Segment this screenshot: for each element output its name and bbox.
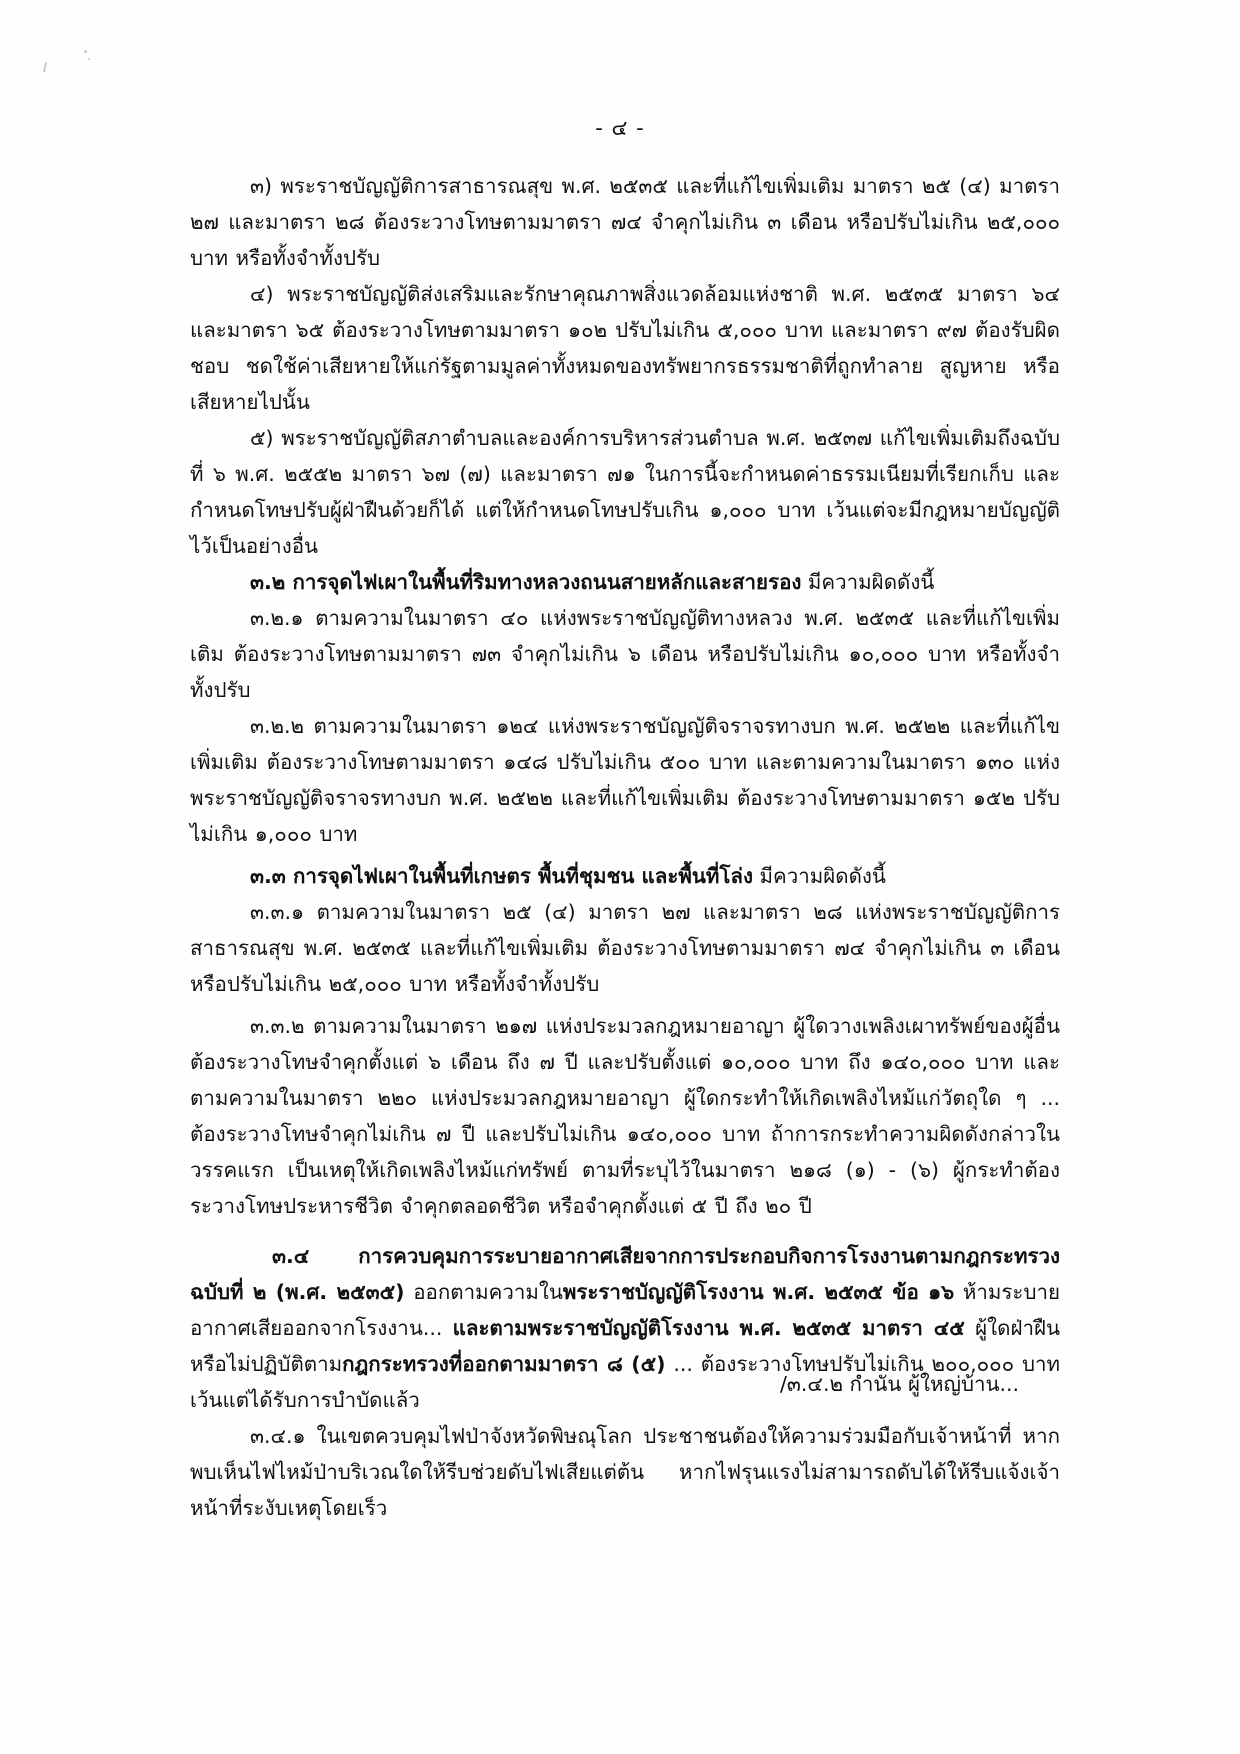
section-heading-3-2-suffix: มีความผิดดังนี้ [801,570,935,594]
run-bold-1: ๓.๔ การควบคุมการระบายอากาศเสียจากการประกอบกิจการโรงงานตามกฎกระทรวง ฉบับที่ ๒ (พ.ศ. ๒๕๓๕) [190,1244,1060,1304]
scan-artifact-speck [88,58,90,60]
paragraph-item-4: ๔) พระราชบัญญัติส่งเสริมและรักษาคุณภาพสิ่งแวดล้อมแห่งชาติ พ.ศ. ๒๕๓๕ มาตรา ๖๔ และมาตรา ๖๕ ต้องระวางโทษตามมาตรา ๑๐๒ ปรับไม่เกิน ๕,๐๐๐ บาท และมาตรา ๙๗ ต้องรับผิดชอบ ชดใช้ค่าเสียหายให้แก่รัฐตามมูลค่าทั้งหมดของทรัพยากรธรรมชาติที่ถูกทำลาย สูญหาย หรือเสียหายไปนั้น [190,282,1060,414]
run-bold-3: และตามพระราชบัญญัติโรงงาน พ.ศ. ๒๕๓๕ มาตรา ๔๕ [452,1316,965,1340]
paragraph-3-3-2: ๓.๓.๒ ตามความในมาตรา ๒๑๗ แห่งประมวลกฎหมายอาญา ผู้ใดวางเพลิงเผาทรัพย์ของผู้อื่น ต้องระวางโทษจำคุกตั้งแต่ ๖ เดือน ถึง ๗ ปี และปรับตั้งแต่ ๑๐,๐๐๐ บาท ถึง ๑๔๐,๐๐๐ บาท และตามความในมาตรา ๒๒๐ แห่งประมวลกฎหมายอาญา ผู้ใดกระทำให้เกิดเพลิงไหม้แก่วัตถุใด ๆ ... ต้องระวางโทษจำคุกไม่เกิน ๗ ปี และปรับไม่เกิน ๑๔๐,๐๐๐ บาท ถ้าการกระทำความผิดดังกล่าวในวรรคแรก เป็นเหตุให้เกิดเพลิงไหม้แก่ทรัพย์ ตามที่ระบุไว้ในมาตรา ๒๑๘ (๑) - (๖) ผู้กระทำต้องระวางโทษประหารชีวิต จำคุกตลอดชีวิต หรือจำคุกตั้งแต่ ๕ ปี ถึง ๒๐ ปี [190,1014,1060,1218]
footer-continuation-note: /๓.๔.๒ กำนัน ผู้ใหญ่บ้าน... [780,1372,1020,1396]
paragraph-3-4-1: ๓.๔.๑ ในเขตควบคุมไฟป่าจังหวัดพิษณุโลก ประชาชนต้องให้ความร่วมมือกับเจ้าหน้าที่ หากพบเห็นไฟไหม้ป่าบริเวณใดให้รีบช่วยดับไฟเสียแต่ต้น หากไฟรุนแรงไม่สามารถดับได้ให้รีบแจ้งเจ้าหน้าที่ระงับเหตุโดยเร็ว [190,1424,1060,1520]
run-bold-4: กฎกระทรวงที่ออกตามมาตรา ๘ (๕) [342,1352,666,1376]
paragraph-item-3: ๓) พระราชบัญญัติการสาธารณสุข พ.ศ. ๒๕๓๕ และที่แก้ไขเพิ่มเติม มาตรา ๒๕ (๔) มาตรา ๒๗ และมาตรา ๒๘ ต้องระวางโทษตามมาตรา ๗๔ จำคุกไม่เกิน ๓ เดือน หรือปรับไม่เกิน ๒๕,๐๐๐ บาท หรือทั้งจำทั้งปรับ [190,174,1060,270]
section-heading-3-3-suffix: มีความผิดดังนี้ [752,864,886,888]
run-normal-3: ผู้ใดฝ่าฝืนหรือไม่ปฏิบัติตาม [190,1316,1060,1376]
section-heading-3-3-bold: ๓.๓ การจุดไฟเผาในพื้นที่เกษตร พื้นที่ชุมชน และพื้นที่โล่ง [250,864,753,888]
page-number: - ๔ - [595,116,645,140]
spacer [190,1224,1060,1238]
document-body [190,168,1060,1526]
run-normal-2: ห้ามระบายอากาศเสียออกจากโรงงาน... [190,1280,1060,1340]
section-heading-3-3 [190,858,1060,894]
run-normal-1: ออกตามความใน [404,1280,563,1304]
scan-artifact-speck [84,50,87,53]
paragraph-3-2-2: ๓.๒.๒ ตามความในมาตรา ๑๒๔ แห่งพระราชบัญญัติจราจรทางบก พ.ศ. ๒๕๒๒ และที่แก้ไขเพิ่มเติม ต้องระวางโทษตามมาตรา ๑๔๘ ปรับไม่เกิน ๕๐๐ บาท และตามความในมาตรา ๑๓๐ แห่งพระราชบัญญัติจราจรทางบก พ.ศ. ๒๕๒๒ และที่แก้ไขเพิ่มเติม ต้องระวางโทษตามมาตรา ๑๕๒ ปรับไม่เกิน ๑,๐๐๐ บาท [190,714,1060,846]
paragraph-item-5: ๕) พระราชบัญญัติสภาตำบลและองค์การบริหารส่วนตำบล พ.ศ. ๒๕๓๗ แก้ไขเพิ่มเติมถึงฉบับที่ ๖ พ.ศ. ๒๕๕๒ มาตรา ๖๗ (๗) และมาตรา ๗๑ ในการนี้จะกำหนดค่าธรรมเนียมที่เรียกเก็บ และกำหนดโทษปรับผู้ฝ่าฝืนด้วยก็ได้ แต่ให้กำหนดโทษปรับเกิน ๑,๐๐๐ บาท เว้นแต่จะมีกฎหมายบัญญัติไว้เป็นอย่างอื่น [190,426,1060,558]
paragraph-3-3-1: ๓.๓.๑ ตามความในมาตรา ๒๕ (๔) มาตรา ๒๗ และมาตรา ๒๘ แห่งพระราชบัญญัติการสาธารณสุข พ.ศ. ๒๕๓๕ และที่แก้ไขเพิ่มเติม ต้องระวางโทษตามมาตรา ๗๔ จำคุกไม่เกิน ๓ เดือน หรือปรับไม่เกิน ๒๕,๐๐๐ บาท หรือทั้งจำทั้งปรับ [190,900,1060,996]
scan-artifact-speck [43,62,47,72]
section-heading-3-2 [190,564,1060,600]
section-heading-3-2-bold: ๓.๒ การจุดไฟเผาในพื้นที่ริมทางหลวงถนนสายหลักและสายรอง [250,570,802,594]
paragraph-3-2-1: ๓.๒.๑ ตามความในมาตรา ๔๐ แห่งพระราชบัญญัติทางหลวง พ.ศ. ๒๕๓๕ และที่แก้ไขเพิ่มเติม ต้องระวางโทษตามมาตรา ๗๓ จำคุกไม่เกิน ๖ เดือน หรือปรับไม่เกิน ๑๐,๐๐๐ บาท หรือทั้งจำทั้งปรับ [190,606,1060,702]
run-normal-4: ... ต้องระวางโทษปรับไม่เกิน ๒๐๐,๐๐๐ บาท เว้นแต่ได้รับการบำบัดแล้ว [190,1352,1060,1412]
run-bold-2: พระราชบัญญัติโรงงาน พ.ศ. ๒๕๓๕ ข้อ ๑๖ [562,1280,955,1304]
